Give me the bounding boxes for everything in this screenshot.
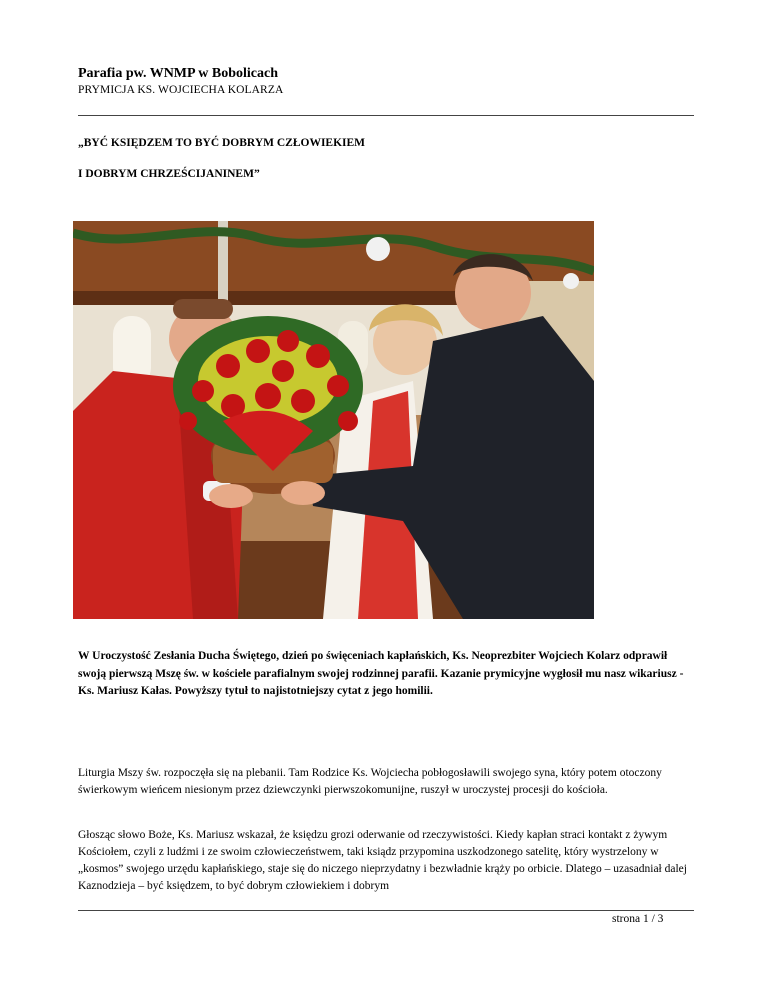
footer-divider [78,910,694,911]
article-heading-line-1: „BYĆ KSIĘDZEM TO BYĆ DOBRYM CZŁOWIEKIEM [78,137,366,149]
article-heading-line-2: I DOBRYM CHRZEŚCIJANINEM” [78,168,260,180]
lead-paragraph: W Uroczystość Zesłania Ducha Świętego, dzień po święceniach kapłańskich, Ks. Neoprezbiter Wojciech Kolarz odprawił swoją pierwszą Mszę św. w kościele parafialnym swojej rodzinnej parafii. Kazanie prymicyjne wygłosił mu nasz wikariusz - Ks. Mariusz Kałas. Powyższy tytuł to najistotniejszy cytat z jego homilii. [78,650,684,697]
document-subtitle: PRYMICJA KS. WOJCIECHA KOLARZA [78,84,284,96]
body-paragraph-2: Głosząc słowo Boże, Ks. Mariusz wskazał, że księdzu grozi oderwanie od rzeczywistości. Kiedy kapłan straci kontakt z żywym Kościołem, czyli z ludźmi i ze swoim człowieczeństwem, taki ksiądz przypomina uszkodzonego satelitę, który wystrzelony w „kosmos” swojego urzędu kapłańskiego, staje się do niczego nieprzydatny i bezwładnie krąży po orbicie. Dlatego – uzasadniał dalej Kaznodzieja – być księdzem, to być dobrym człowiekiem i dobrym [78,829,687,892]
page-number: strona 1 / 3 [612,913,664,925]
top-divider [78,115,694,116]
body-paragraph-1: Liturgia Mszy św. rozpoczęła się na plebanii. Tam Rodzice Ks. Wojciecha pobłogosławili swojego syna, który potem otoczony świerkowym wieńcem niesionym przez dziewczynki pierwszokomunijne, ruszył w uroczystej procesji do kościoła. [78,767,662,796]
document-title: Parafia pw. WNMP w Bobolicach [78,66,279,81]
article-photo [73,221,594,619]
